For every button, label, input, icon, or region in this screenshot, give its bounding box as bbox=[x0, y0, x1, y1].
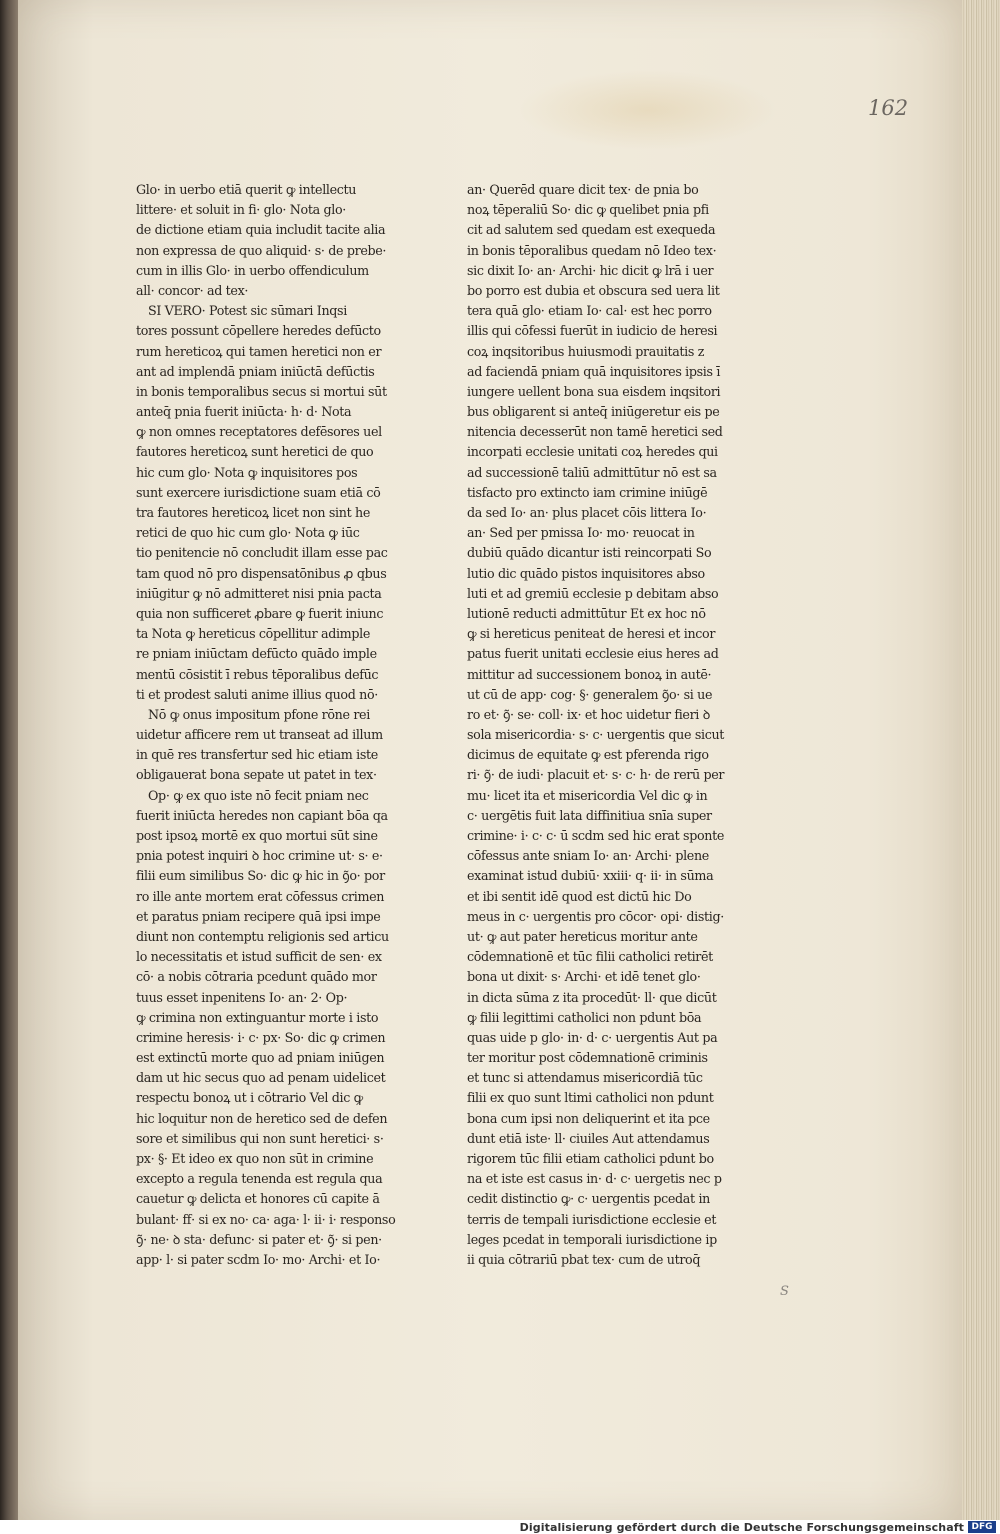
text-line: cōdemnationē et tūc filii catholici retirēt bbox=[467, 949, 713, 965]
text-line: Glo· in uerbo etiā querit ꝙ intellectu bbox=[136, 182, 357, 197]
text-line: et ibi sentit idē quod est dictū hic Do bbox=[467, 888, 692, 904]
text-line: crimine heresis· i· c· px· So· dic ꝙ crimen bbox=[136, 1029, 386, 1045]
text-line: ro et· ꝯ̃· se· coll· ix· et hoc uidetur fieri ꝺ bbox=[467, 706, 710, 722]
text-line: patus fuerit unitati ecclesie eius heres ad bbox=[467, 646, 719, 662]
text-line: cedit distinctio ꝙ· c· uergentis pcedat in bbox=[467, 1191, 710, 1207]
text-line: lo necessitatis et istud sufficit de sen· ex bbox=[136, 949, 382, 965]
text-line: mentū cōsistit ī rebus tēporalibus defūc bbox=[136, 666, 379, 682]
text-line: rum hereticoꝝ qui tamen heretici non er bbox=[136, 343, 382, 359]
text-line: an· Querēd quare dicit tex· de pnia bo bbox=[467, 182, 699, 197]
text-line: respectu bonoꝝ ut i cōtrario Vel dic ꝙ bbox=[136, 1090, 363, 1106]
facing-page-edge bbox=[0, 0, 18, 1520]
text-line: filii ex quo sunt ltimi catholici non pdunt bbox=[467, 1090, 714, 1106]
text-line: cum in illis Glo· in uerbo offendiculum bbox=[136, 262, 369, 278]
text-line: in dicta sūma z ita procedūt· ll· que dicūt bbox=[467, 989, 717, 1005]
text-line: app· l· si pater scdm Io· mo· Archi· et Io· bbox=[136, 1251, 381, 1267]
text-line: px· §· Et ideo ex quo non sūt in crimine bbox=[136, 1151, 374, 1166]
text-line: retici de quo hic cum glo· Nota ꝙ iūc bbox=[136, 525, 360, 541]
text-line: ut cū de app· cog· §· generalem ꝯ̃o· si ue bbox=[467, 686, 713, 702]
text-line: bulant· ff· si ex no· ca· aga· l· ii· i· responso bbox=[136, 1211, 396, 1227]
text-line: an· Sed per pmissa Io· mo· reuocat in bbox=[467, 525, 695, 541]
text-line: de dictione etiam quia includit tacite alia bbox=[136, 222, 386, 238]
text-line: mittitur ad successionem bonoꝝ in autē· bbox=[467, 666, 712, 682]
text-line: hic cum glo· Nota ꝙ inquisitores pos bbox=[136, 464, 358, 480]
text-line: obligauerat bona sepate ut patet in tex· bbox=[136, 767, 377, 783]
folio-number: 162 bbox=[868, 96, 909, 120]
text-line: ii quia cōtrariū pbat tex· cum de utroq̄ bbox=[467, 1251, 701, 1267]
text-line: Op· ꝙ ex quo iste nō fecit pniam nec bbox=[148, 787, 369, 803]
text-line: ta Nota ꝙ hereticus cōpellitur adimple bbox=[136, 626, 371, 642]
text-line: fautores hereticoꝝ sunt heretici de quo bbox=[136, 444, 374, 460]
text-line: cauetur ꝙ delicta et honores cū capite ā bbox=[136, 1191, 380, 1207]
text-line: c· uergētis fuit lata diffinitiua snīa super bbox=[467, 807, 712, 823]
text-line: ꝙ non omnes receptatores defēsores uel bbox=[136, 424, 382, 440]
text-line: ti et prodest saluti anime illius quod nō· bbox=[136, 686, 378, 702]
text-line: ꝙ si hereticus peniteat de heresi et incor bbox=[467, 626, 716, 642]
text-line: ad faciendā pniam quā inquisitores ipsis ī bbox=[467, 363, 721, 379]
text-line: ad successionē taliū admittūtur nō est sa bbox=[467, 464, 717, 480]
text-line: dicimus de equitate ꝙ est pferenda rigo bbox=[467, 747, 709, 763]
text-line: filii eum similibus So· dic ꝙ hic in ꝯ̃o· por bbox=[136, 868, 385, 884]
text-line: bo porro est dubia et obscura sed uera lit bbox=[467, 282, 720, 298]
signature-mark: S bbox=[780, 1284, 789, 1299]
text-line: illis qui cōfessi fuerūt in iudicio de heresi bbox=[467, 323, 718, 339]
text-line: in bonis tēporalibus quedam nō Ideo tex· bbox=[467, 242, 717, 258]
text-line: tam quod nō pro dispensatōnibus ꝓ qbus bbox=[136, 565, 387, 581]
text-line: sore et similibus qui non sunt heretici· s· bbox=[136, 1130, 384, 1146]
text-line: mu· licet ita et misericordia Vel dic ꝙ in bbox=[467, 787, 708, 803]
text-line: cō· a nobis cōtraria pcedunt quādo mor bbox=[136, 969, 377, 985]
text-line: hic loquitur non de heretico sed de defen bbox=[136, 1110, 388, 1126]
text-line: Nō ꝙ onus impositum pfone rōne rei bbox=[148, 706, 370, 722]
text-line: diunt non contemptu religionis sed articu bbox=[136, 928, 389, 944]
text-line: luti et ad gremiū ecclesie p debitam abso bbox=[467, 585, 719, 601]
text-line: littere· et soluit in fi· glo· Nota glo· bbox=[136, 202, 346, 218]
text-line: dubiū quādo dicantur isti reincorpati So bbox=[467, 545, 712, 561]
text-line: tera quā glo· etiam Io· cal· est hec porro bbox=[467, 303, 712, 319]
text-line: et tunc si attendamus misericordiā tūc bbox=[467, 1070, 703, 1086]
text-line: ro ille ante mortem erat cōfessus crimen bbox=[136, 888, 385, 904]
text-line: pnia potest inquiri ꝺ hoc crimine ut· s· e· bbox=[136, 848, 383, 864]
text-line: tio penitencie nō concludit illam esse pac bbox=[136, 545, 388, 561]
text-line: et paratus pniam recipere quā ipsi impe bbox=[136, 908, 381, 924]
text-line: nitencia decesserūt non tamē heretici sed bbox=[467, 424, 723, 440]
text-line: dam ut hic secus quo ad penam uidelicet bbox=[136, 1070, 386, 1086]
text-line: coꝝ inqsitoribus huiusmodi prauitatis z bbox=[467, 343, 705, 359]
text-line: in bonis temporalibus secus si mortui sūt bbox=[136, 383, 387, 399]
text-line: da sed Io· an· plus placet cōis littera Io· bbox=[467, 505, 707, 520]
text-line: iniūgitur ꝙ nō admitteret nisi pnia pacta bbox=[136, 585, 382, 601]
text-line: leges pcedat in temporali iurisdictione ip bbox=[467, 1231, 717, 1247]
text-line: ꝯ̃· ne· ꝺ sta· defunc· si pater et· ꝯ̃· si pen· bbox=[136, 1231, 382, 1247]
water-stain bbox=[518, 70, 778, 150]
text-line: lutionē reducti admittūtur Et ex hoc nō bbox=[467, 605, 706, 621]
text-line: rigorem tūc filii etiam catholici pdunt bo bbox=[467, 1151, 714, 1166]
text-line: quia non sufficeret ꝓbare ꝙ fuerit iniunc bbox=[136, 605, 384, 621]
text-line: incorpati ecclesie unitati coꝝ heredes qui bbox=[467, 444, 718, 460]
text-line: lutio dic quādo pistos inquisitores abso bbox=[467, 565, 705, 581]
text-line: ꝙ crimina non extinguantur morte i isto bbox=[136, 1009, 379, 1025]
text-line: tisfacto pro extincto iam crimine iniūgē bbox=[467, 484, 708, 500]
text-line: anteq̄ pnia fuerit iniūcta· h· d· Nota bbox=[136, 404, 352, 420]
text-line: dunt etiā iste· ll· ciuiles Aut attendamus bbox=[467, 1130, 710, 1146]
text-line: sic dixit Io· an· Archi· hic dicit ꝙ lrā i uer bbox=[467, 262, 714, 278]
text-line: cit ad salutem sed quedam est exequeda bbox=[467, 222, 716, 238]
text-line: iungere uellent bona sua eisdem inqsitori bbox=[467, 383, 721, 399]
text-line: in quē res transfertur sed hic etiam iste bbox=[136, 747, 378, 763]
text-line: ꝙ filii legittimi catholici non pdunt bōa bbox=[467, 1009, 702, 1025]
text-line: all· concor· ad tex· bbox=[136, 282, 249, 298]
text-line: crimine· i· c· c· ū scdm sed hic erat sponte bbox=[467, 828, 724, 843]
text-line: est extinctū morte quo ad pniam iniūgen bbox=[136, 1050, 385, 1066]
text-line: bus obligarent si anteq̄ iniūgeretur eis pe bbox=[467, 404, 720, 420]
text-line: na et iste est casus in· d· c· uergetis nec p bbox=[467, 1171, 722, 1187]
text-line: sola misericordia· s· c· uergentis que sicut bbox=[467, 727, 725, 743]
text-line: meus in c· uergentis pro cōcor· opi· distig· bbox=[467, 908, 724, 924]
text-line: non expressa de quo aliquid· s· de prebe· bbox=[136, 242, 387, 258]
funding-credit: Digitalisierung gefördert durch die Deutsche Forschungsgemeinschaft bbox=[519, 1521, 964, 1534]
text-line: quas uide p glo· in· d· c· uergentis Aut pa bbox=[467, 1029, 718, 1045]
text-line: cōfessus ante sniam Io· an· Archi· plene bbox=[467, 848, 709, 864]
text-line: tores possunt cōpellere heredes defūcto bbox=[136, 323, 381, 339]
text-line: re pniam iniūctam defūcto quādo imple bbox=[136, 646, 377, 662]
text-line: tuus esset inpenitens Io· an· 2· Op· bbox=[136, 989, 348, 1005]
text-line: ter moritur post cōdemnationē criminis bbox=[467, 1050, 708, 1066]
text-line: bona cum ipsi non deliquerint et ita pce bbox=[467, 1110, 710, 1126]
text-line: ut· ꝙ aut pater hereticus moritur ante bbox=[467, 928, 698, 944]
text-line: noꝝ tēperaliū So· dic ꝙ quelibet pnia pfi bbox=[467, 202, 709, 218]
text-line: ri· ꝯ̃· de iudi· placuit et· s· c· h· de rerū per bbox=[467, 767, 725, 783]
left-text-column bbox=[136, 180, 398, 1270]
text-line: SI VERO· Potest sic sūmari Inqsi bbox=[148, 303, 347, 319]
text-line: uidetur afficere rem ut transeat ad illum bbox=[136, 727, 383, 743]
right-text-column bbox=[467, 180, 729, 1270]
text-line: terris de tempali iurisdictione ecclesie et bbox=[467, 1211, 717, 1227]
text-line: sunt exercere iurisdictione suam etiā cō bbox=[136, 484, 381, 500]
page-stack-edges bbox=[962, 0, 1000, 1520]
text-line: tra fautores hereticoꝝ licet non sint he bbox=[136, 505, 370, 520]
text-line: excepto a regula tenenda est regula qua bbox=[136, 1171, 383, 1187]
text-line: post ipsoꝝ mortē ex quo mortui sūt sine bbox=[136, 828, 378, 843]
text-line: ant ad implendā pniam iniūctā defūctis bbox=[136, 363, 375, 379]
text-line: fuerit iniūcta heredes non capiant bōa qa bbox=[136, 807, 388, 823]
text-line: examinat istud dubiū· xxiii· q· ii· in sūma bbox=[467, 868, 714, 884]
dfg-logo: DFG bbox=[968, 1521, 996, 1533]
text-line: bona ut dixit· s· Archi· et idē tenet glo· bbox=[467, 969, 701, 985]
